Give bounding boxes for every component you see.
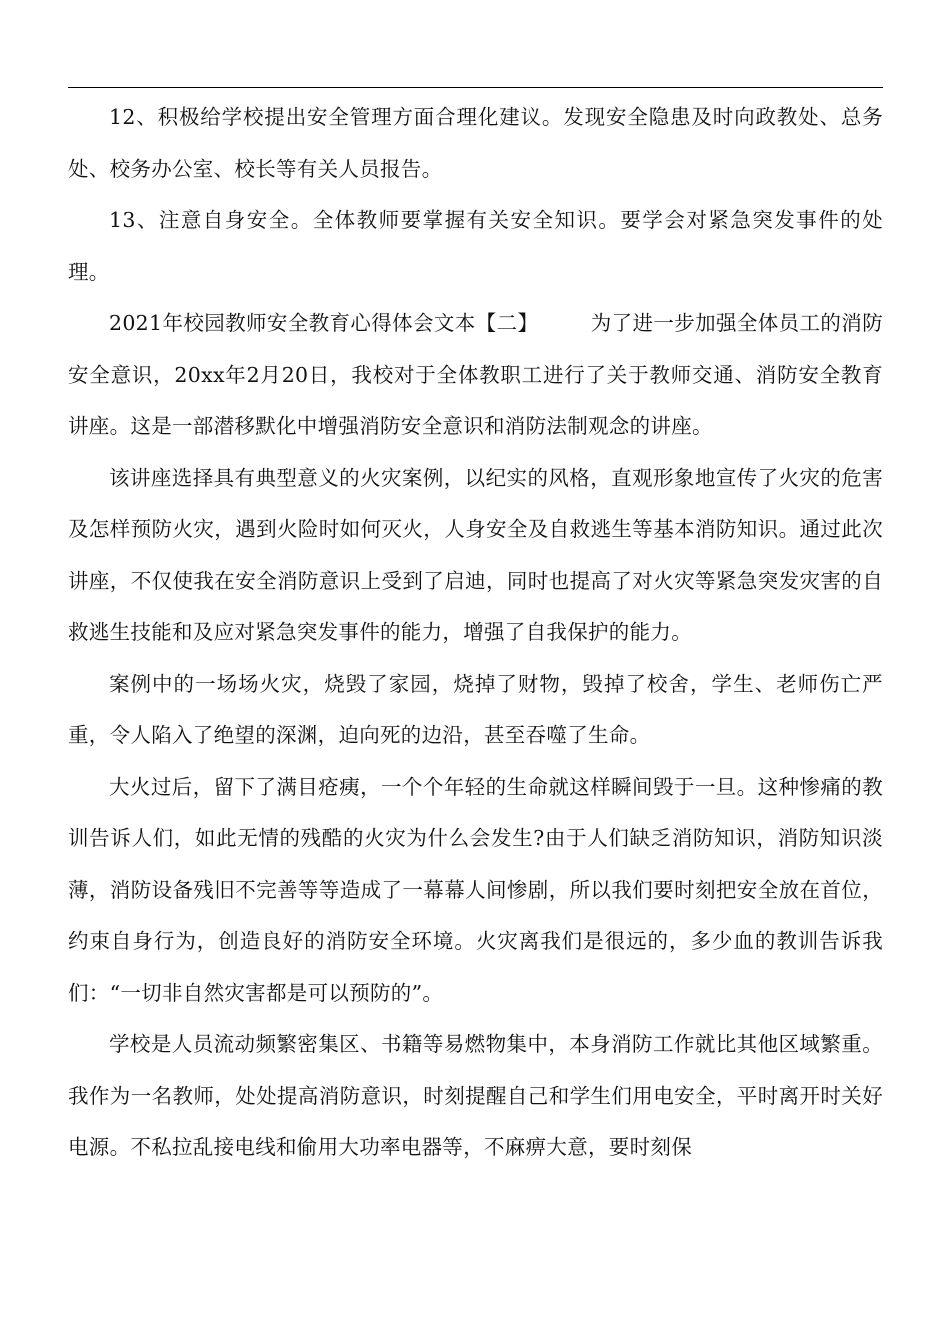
document-body: [68, 92, 883, 1174]
header-rule: [68, 87, 883, 88]
paragraph-fire-cases: 案例中的一场场火灾，烧毁了家园，烧掉了财物，毁掉了校舍，学生、老师伤亡严重，令人陷入了绝望的深渊，迫向死的边沿，甚至吞噬了生命。: [68, 671, 883, 747]
paragraph-item-13: 13、注意自身安全。全体教师要掌握有关安全知识。要学会对紧急突发事件的处理。: [68, 208, 883, 284]
paragraph-section-two-intro: 2021年校园教师安全教育心得体会文本【二】 为了进一步加强全体员工的消防安全意识，20xx年2月20日，我校对于全体教职工进行了关于教师交通、消防安全教育讲座。这是一部潜移默化中增强消防安全意识和消防法制观念的讲座。: [68, 311, 883, 438]
paragraph-lecture-summary: 该讲座选择具有典型意义的火灾案例，以纪实的风格，直观形象地宣传了火灾的危害及怎样预防火灾，遇到火险时如何灭火，人身安全及自救逃生等基本消防知识。通过此次讲座，不仅使我在安全消防意识上受到了启迪，同时也提高了对火灾等紧急突发灾害的自救逃生技能和及应对紧急突发事件的能力，增强了自我保护的能力。: [68, 465, 883, 644]
paragraph-item-12: 12、积极给学校提出安全管理方面合理化建议。发现安全隐患及时向政教处、总务处、校务办公室、校长等有关人员报告。: [68, 105, 883, 181]
paragraph-school-safety: 学校是人员流动频繁密集区、书籍等易燃物集中，本身消防工作就比其他区域繁重。我作为一名教师，处处提高消防意识，时刻提醒自己和学生们用电安全，平时离开时关好电源。不私拉乱接电线和偷用大功率电器等，不麻痹大意，要时刻保: [68, 1032, 883, 1159]
paragraph-lessons: 大火过后，留下了满目疮痍，一个个年轻的生命就这样瞬间毁于一旦。这种惨痛的教训告诉人们，如此无情的残酷的火灾为什么会发生?由于人们缺乏消防知识，消防知识淡薄，消防设备残旧不完善等等造成了一幕幕人间惨剧，所以我们要时刻把安全放在首位，约束自身行为，创造良好的消防安全环境。火灾离我们是很远的，多少血的教训告诉我们：“一切非自然灾害都是可以预防的”。: [68, 774, 883, 1005]
